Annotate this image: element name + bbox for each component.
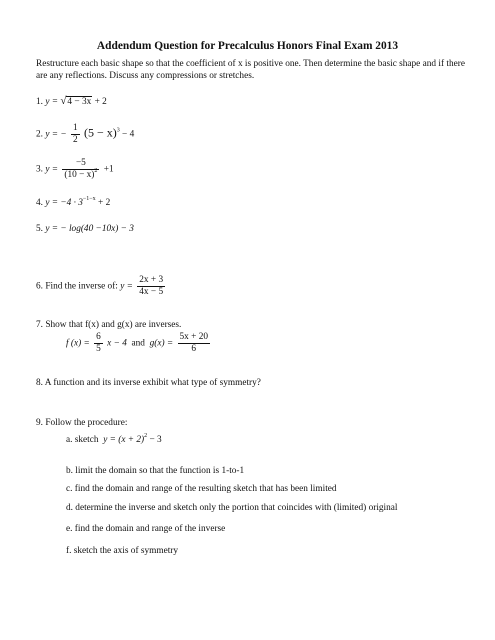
fraction-numerator: 5x + 20 [179,332,208,342]
equation-lhs: y = − [45,129,67,140]
g-fraction [178,332,211,354]
question-1 [36,95,107,108]
question-number: 7. [36,320,43,330]
parenthesized-term: (5 − x) [83,125,117,140]
question-number: 6. [36,281,43,292]
step-a [66,435,162,446]
question-text: Follow the procedure: [45,418,128,428]
fraction-numerator: −5 [62,158,99,170]
equation-tail: + 2 [98,198,111,208]
question-text: A function and its inverse exhibit what type of symmetry? [44,378,261,388]
question-9 [36,418,127,429]
equation: y = − log(40 −10x) − 3 [45,224,134,234]
fraction-denominator [62,167,99,181]
step-d: d. determine the inverse and sketch only the portion that coincides with (limited) original [66,503,398,513]
equation-lhs: y = −4 · 3 [45,198,83,208]
question-8 [36,378,261,389]
question-number: 5. [36,224,43,234]
question-5 [36,224,134,235]
equation-tail: +1 [103,164,114,175]
page-title: Addendum Question for Precalculus Honors Final Exam 2013 [96,40,399,52]
g-lhs: g(x) = [149,338,174,349]
question-number: 8. [36,378,43,388]
fraction-numerator: 6 [96,332,101,342]
fraction [71,123,80,145]
f-fraction [94,332,103,354]
denominator-base: (10 − x) [64,169,95,180]
instructions: Restructure each basic shape so that the coefficient of x is positive one. Then determine the basic shape and if there are any reflections. Discuss any compressions or stretches. [36,59,465,82]
question-number: 2. [36,129,43,140]
fraction-denominator: 6 [191,343,197,354]
question-2 [36,123,134,145]
fraction-denominator: 5 [96,343,101,354]
question-6 [36,275,167,297]
equation-lhs: y = [45,164,59,175]
f-tail: x − 4 [107,338,127,349]
question-7-equations [66,332,212,354]
question-number: 1. [36,97,43,107]
step-b: b. limit the domain so that the function is 1-to-1 [66,466,245,476]
step-e: e. find the domain and range of the inverse [66,524,226,534]
step-label: a. sketch [66,435,99,445]
question-text: Find the inverse of: [45,281,118,292]
fraction-denominator: 4x − 5 [139,286,164,297]
exponent: 3 [116,127,120,134]
exponent: −1−x [82,196,96,202]
equation-tail: − 3 [149,435,162,445]
question-3 [36,158,114,180]
exponent: 2 [94,167,98,174]
question-text: Show that f(x) and g(x) are inverses. [45,320,182,330]
question-number: 9. [36,418,43,428]
equation: y = (x + 2) [103,435,145,445]
question-4 [36,198,110,209]
fraction-numerator: 2x + 3 [139,275,164,285]
equation-tail: − 4 [122,129,135,140]
question-number: 3. [36,164,43,175]
fraction [62,158,99,180]
equation-lhs: y = [120,281,133,292]
question-7 [36,320,181,331]
exponent: 2 [144,433,148,439]
equation-lhs: y = [45,97,59,107]
fraction [137,275,165,297]
square-root: √4 − 3x [60,95,92,107]
radicand: 4 − 3x [67,97,92,107]
fraction-denominator: 2 [72,134,78,145]
step-c: c. find the domain and range of the resulting sketch that has been limited [66,484,337,494]
and-word: and [131,338,145,349]
equation-tail: + 2 [94,97,107,107]
step-f: f. sketch the axis of symmetry [66,546,179,556]
fraction-numerator: 1 [72,123,78,133]
question-number: 4. [36,198,43,208]
f-lhs: f (x) = [66,338,90,349]
